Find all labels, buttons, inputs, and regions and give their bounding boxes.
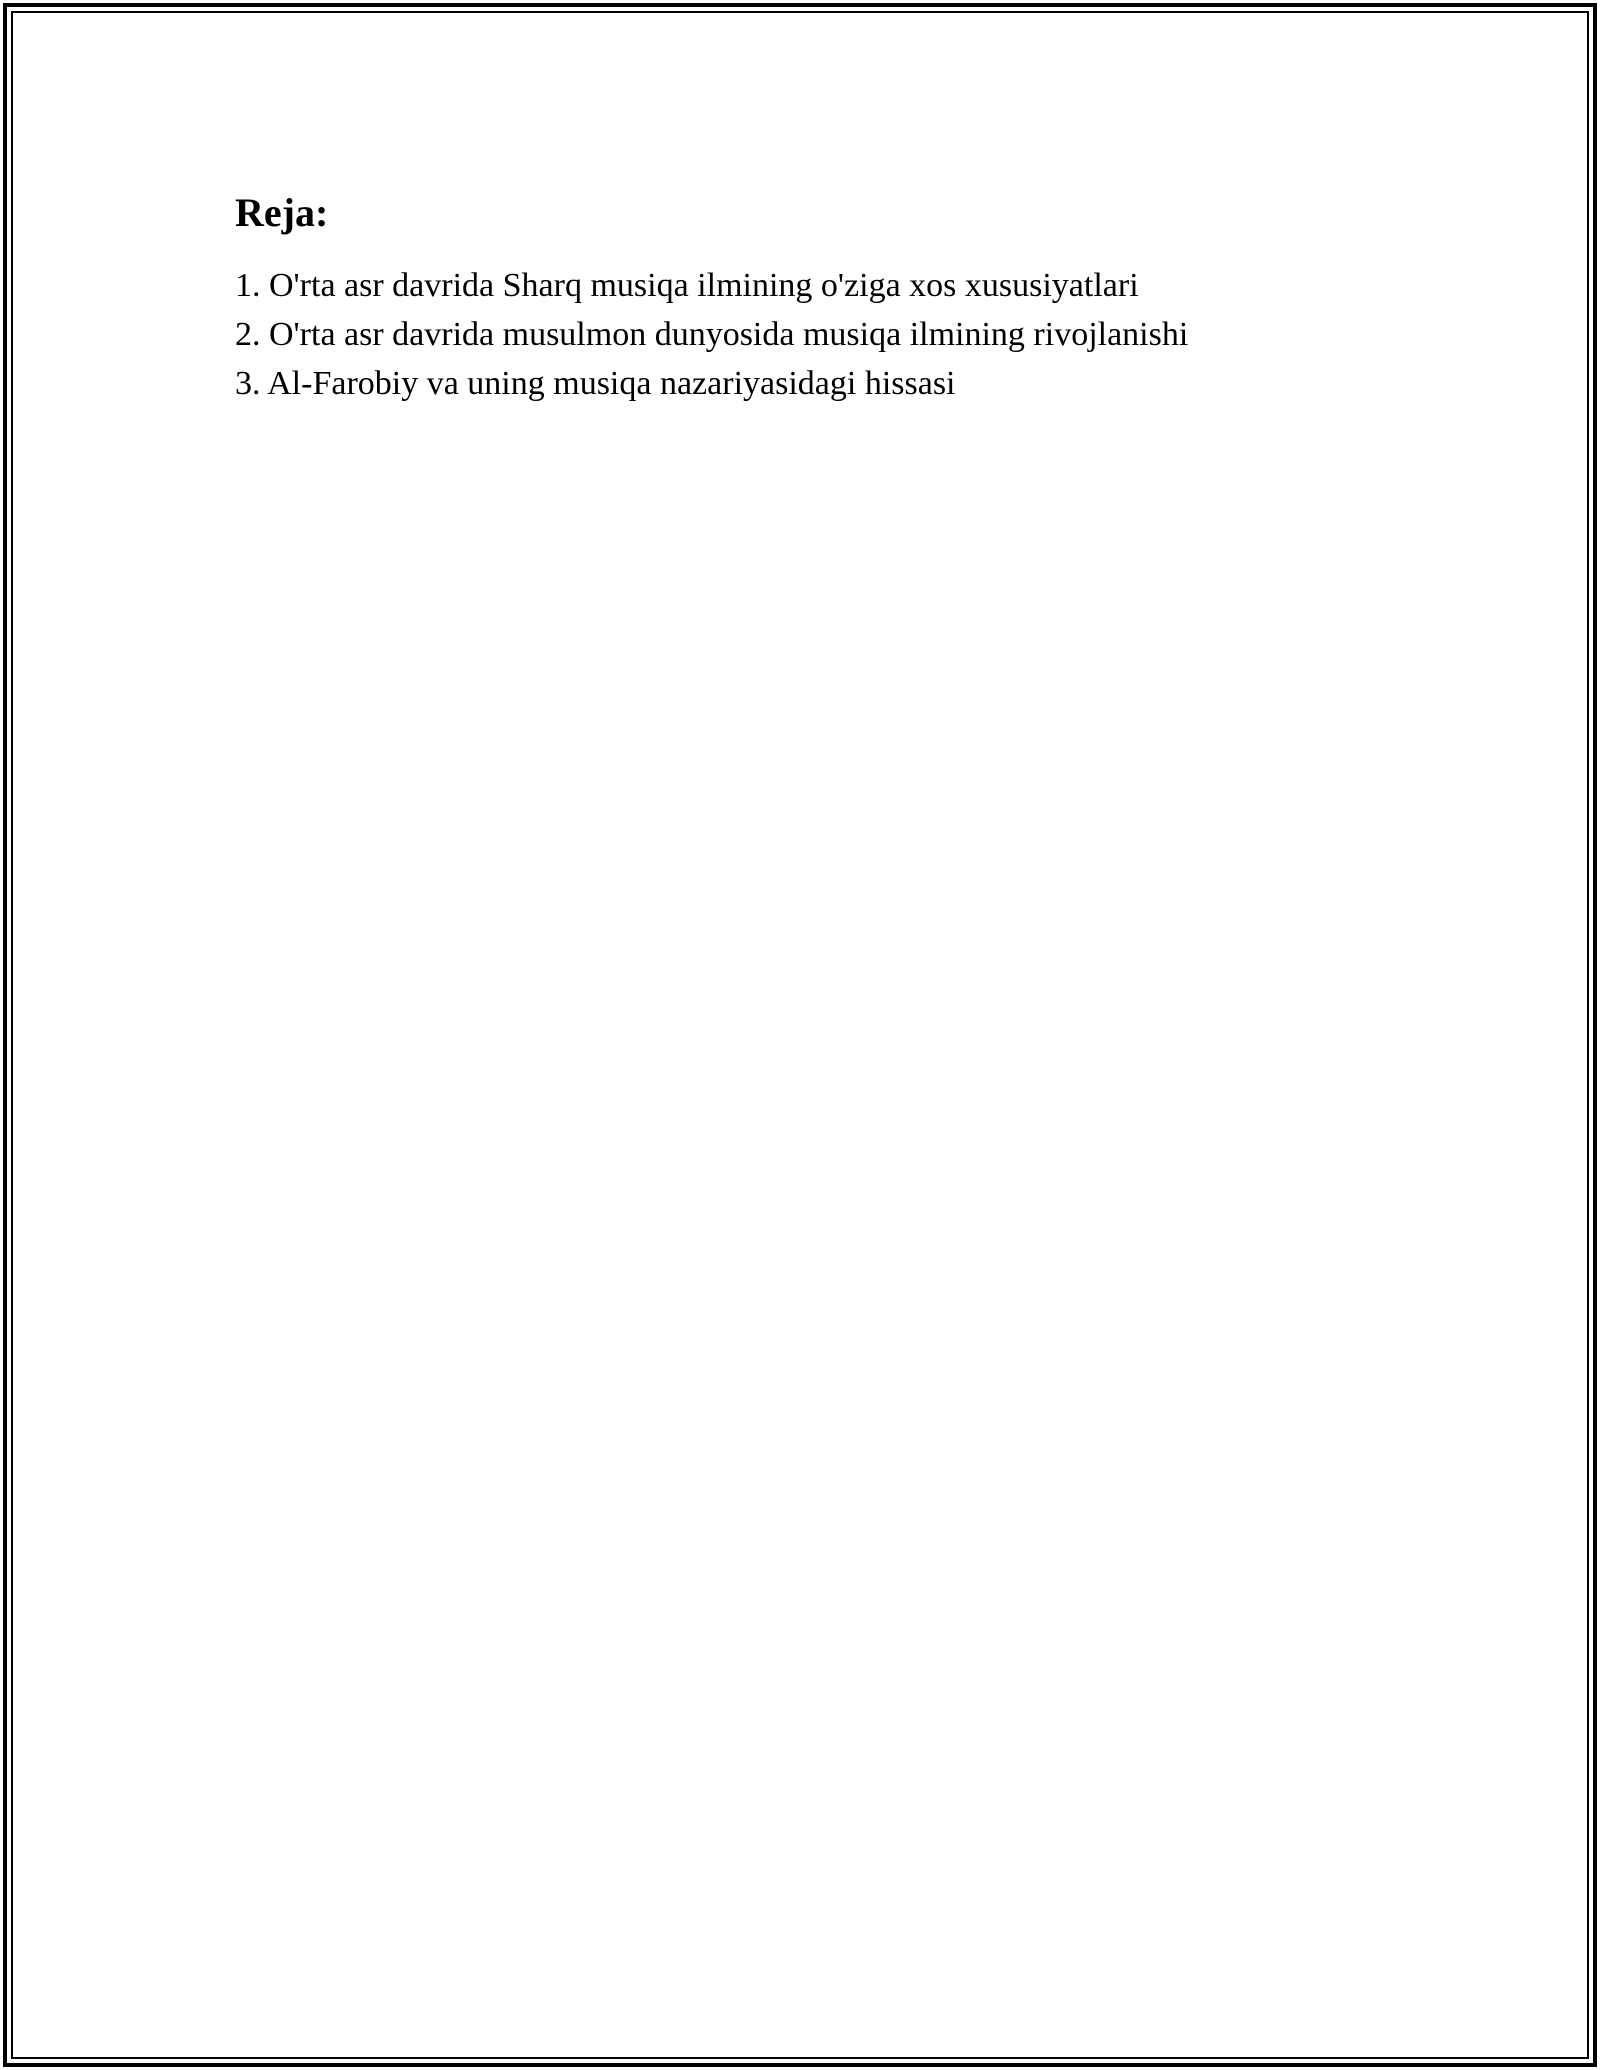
plan-item bbox=[235, 310, 1435, 359]
page-content bbox=[235, 185, 1435, 408]
plan-item-text: O'rta asr davrida Sharq musiqa ilmining o'ziga xos xususiyatlari bbox=[269, 267, 1139, 304]
plan-item-number: 2. bbox=[235, 316, 261, 353]
plan-item-text: Al-Farobiy va uning musiqa nazariyasidagi hissasi bbox=[267, 365, 956, 402]
plan-item-number: 1. bbox=[235, 267, 261, 304]
plan-item bbox=[235, 359, 1435, 408]
plan-item-number: 3. bbox=[235, 365, 261, 402]
plan-list bbox=[235, 261, 1435, 408]
plan-item bbox=[235, 261, 1435, 310]
plan-item-text: O'rta asr davrida musulmon dunyosida musiqa ilmining rivojlanishi bbox=[269, 316, 1189, 353]
plan-heading: Reja: bbox=[235, 190, 329, 235]
